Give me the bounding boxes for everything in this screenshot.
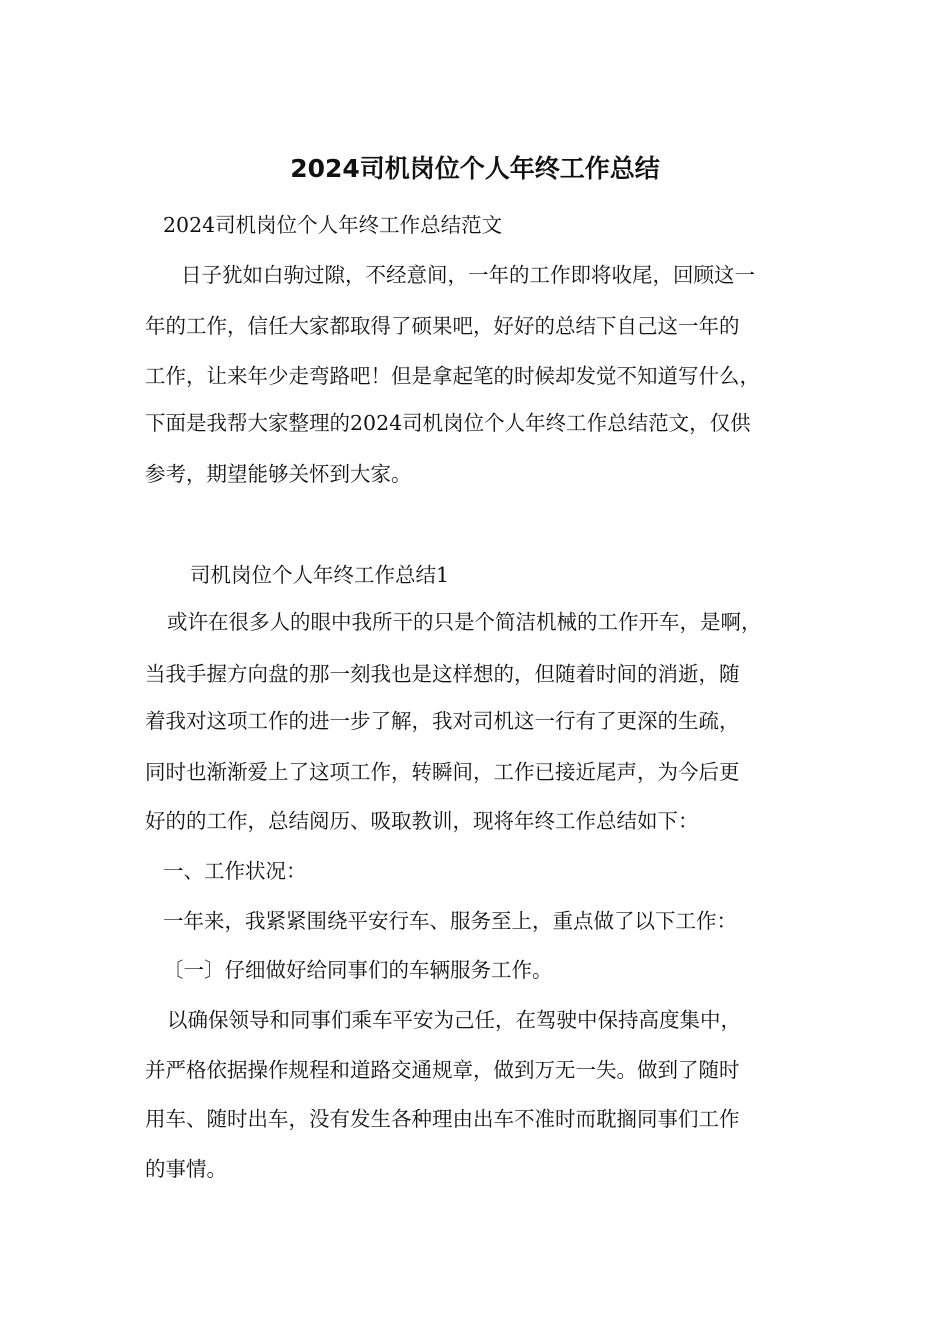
body-line-7: 一年来，我紧紧围绕平安行车、服务至上，重点做了以下工作：: [163, 909, 737, 933]
body-line-12: 的事情。: [145, 1157, 227, 1181]
intro-line-1: 日子犹如白驹过隙，不经意间，一年的工作即将收尾，回顾这一: [181, 263, 755, 287]
body-line-2: 当我手握方向盘的那一刻我也是这样想的，但随着时间的消逝，随: [145, 662, 740, 686]
body-line-3: 着我对这项工作的进一步了解，我对司机这一行有了更深的生疏，: [145, 709, 740, 733]
body-line-9: 以确保领导和同事们乘车平安为己任，在驾驶中保持高度集中，: [167, 1008, 741, 1032]
body-line-6: 一、工作状况：: [163, 859, 307, 883]
document-title: 2024司机岗位个人年终工作总结: [290, 154, 660, 183]
body-line-4: 同时也渐渐爱上了这项工作，转瞬间，工作已接近尾声，为今后更: [145, 760, 740, 784]
intro-line-3: 工作，让来年少走弯路吧！但是拿起笔的时候却发觉不知道写什么，: [145, 364, 760, 388]
intro-line-5: 参考，期望能够关怀到大家。: [145, 462, 412, 486]
body-line-5: 好的的工作，总结阅历、吸取教训，现将年终工作总结如下：: [145, 809, 699, 833]
body-line-8: 〔一〕仔细做好给同事们的车辆服务工作。: [163, 958, 553, 982]
body-line-1: 或许在很多人的眼中我所干的只是个简洁机械的工作开车，是啊，: [167, 610, 762, 634]
document-subtitle: 2024司机岗位个人年终工作总结范文: [163, 213, 503, 237]
intro-line-4: 下面是我帮大家整理的2024司机岗位个人年终工作总结范文，仅供: [145, 411, 751, 435]
intro-line-2: 年的工作，信任大家都取得了硕果吧，好好的总结下自己这一年的: [145, 314, 740, 338]
body-line-11: 用车、随时出车，没有发生各种理由出车不准时而耽搁同事们工作: [145, 1107, 740, 1131]
section-heading: 司机岗位个人年终工作总结1: [190, 563, 450, 587]
body-line-10: 并严格依据操作规程和道路交通规章，做到万无一失。做到了随时: [145, 1058, 740, 1082]
